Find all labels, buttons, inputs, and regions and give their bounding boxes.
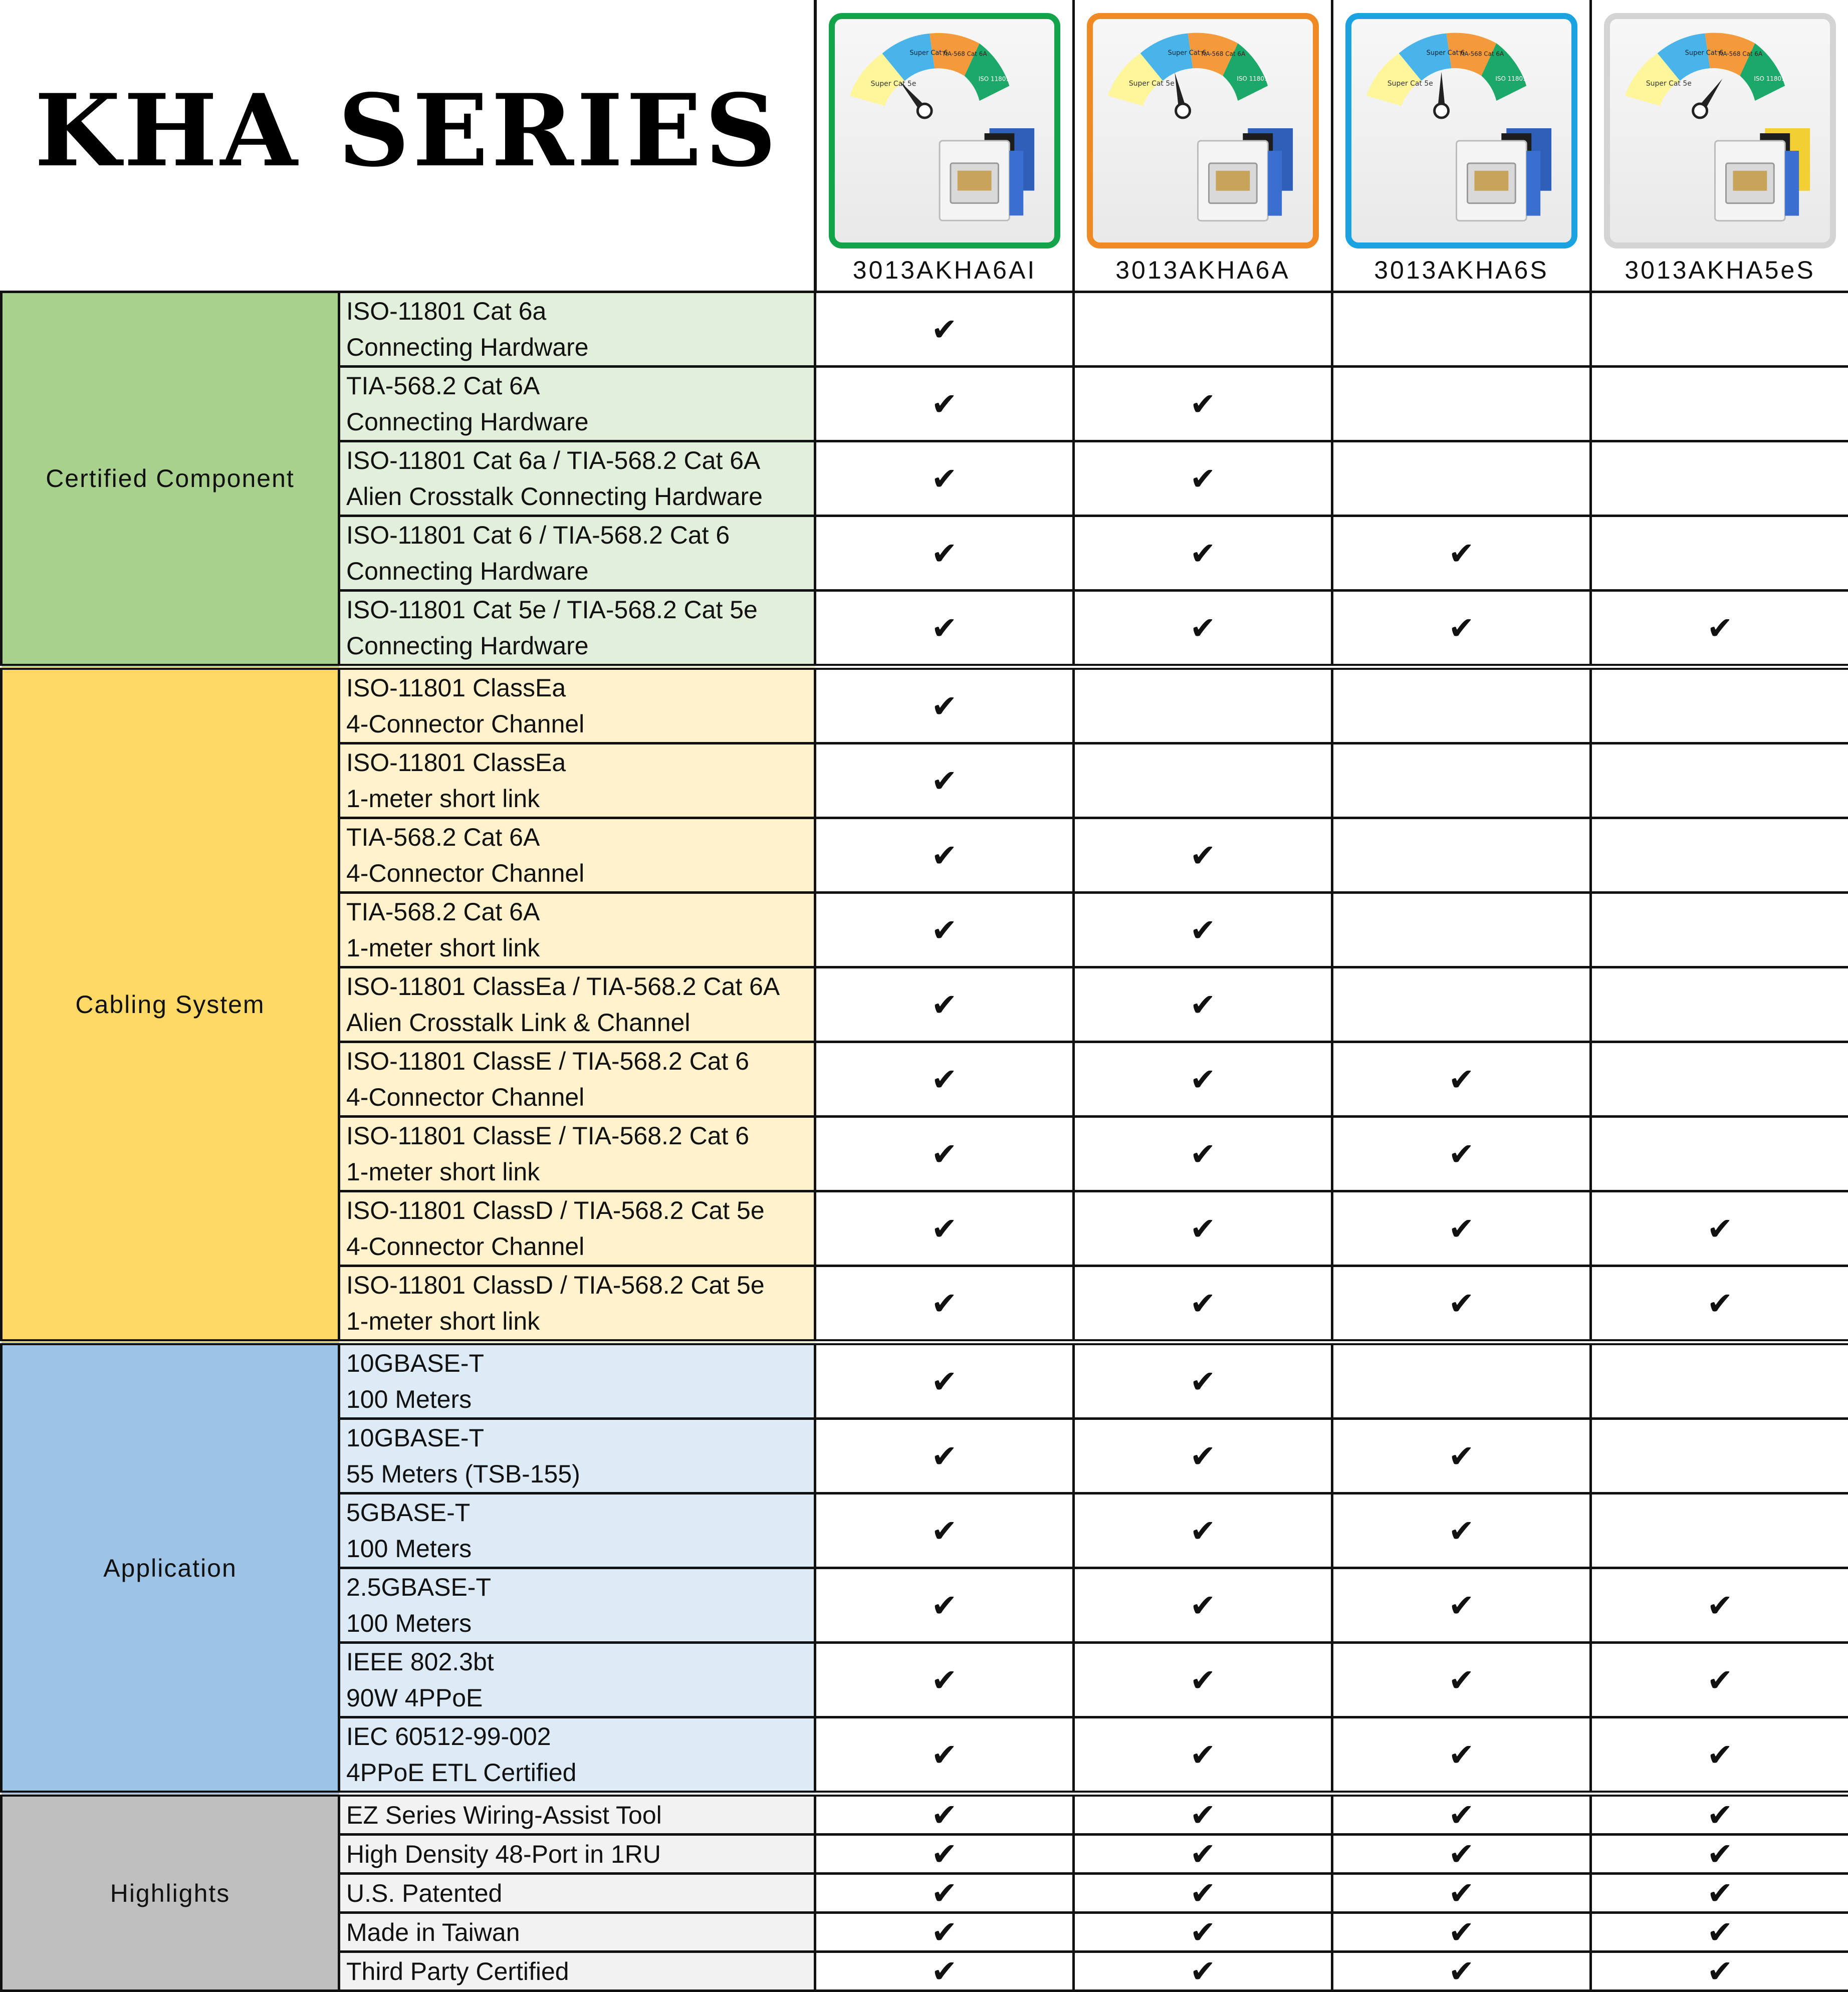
check-cell-3013AKHA5eS [1591,1042,1848,1117]
check-cell-3013AKHA5eS [1591,1342,1848,1419]
check-mark-icon: ✔ [932,763,958,799]
check-cell-3013AKHA5eS [1591,1266,1848,1343]
feature-cell [339,292,815,367]
feature-cell [339,1717,815,1794]
check-cell-3013AKHA6S [1332,1874,1591,1913]
gauge-label-iso: ISO 11801 [1495,75,1526,82]
gauge-label-tia: TIA-568 Cat 6A [1200,50,1246,57]
check-cell-3013AKHA6A [1074,1493,1332,1568]
check-mark-icon: ✔ [932,460,958,497]
check-cell-3013AKHA6A [1074,1042,1332,1117]
check-cell-3013AKHA6A [1074,1419,1332,1493]
feature-line-2: 90W 4PPoE [346,1680,814,1716]
check-cell-3013AKHA6A [1074,1266,1332,1343]
check-cell-3013AKHA6A [1074,1568,1332,1643]
check-cell-3013AKHA6S [1332,1117,1591,1191]
check-cell-3013AKHA5eS [1591,441,1848,516]
product-name: 3013AKHA6S [1333,256,1589,285]
feature-cell [339,667,815,743]
feature-cell [339,441,815,516]
gauge-label-s5e: Super Cat 5e [1388,80,1433,88]
check-cell-3013AKHA5eS [1591,1835,1848,1874]
feature-line-2: Connecting Hardware [346,404,814,440]
feature-line-2: Alien Crosstalk Link & Channel [346,1005,814,1041]
feature-line-1: ISO-11801 Cat 6a [346,293,814,329]
check-cell-3013AKHA6AI [815,1835,1074,1874]
feature-cell [339,743,815,818]
feature-cell [339,1643,815,1717]
check-mark-icon: ✔ [1449,1438,1475,1474]
check-mark-icon: ✔ [932,1136,958,1172]
product-header-2 [1072,0,1331,291]
check-cell-3013AKHA6S [1332,1042,1591,1117]
check-mark-icon: ✔ [932,535,958,572]
check-mark-icon: ✔ [1190,1736,1216,1773]
gauge-label-s6: Super Cat 6 [909,50,948,57]
check-cell-3013AKHA6AI [815,893,1074,967]
product-name: 3013AKHA6A [1075,256,1331,285]
feature-cell [339,1266,815,1343]
check-cell-3013AKHA5eS [1591,1643,1848,1717]
check-cell-3013AKHA6S [1332,292,1591,367]
check-cell-3013AKHA6A [1074,441,1332,516]
check-mark-icon: ✔ [1449,1797,1475,1833]
check-cell-3013AKHA6AI [815,1717,1074,1794]
check-cell-3013AKHA6S [1332,667,1591,743]
check-mark-icon: ✔ [932,1875,958,1911]
feature-line-2: 1-meter short link [346,1303,814,1339]
gauge-label-iso: ISO 11801 [1237,75,1268,82]
feature-cell [339,818,815,893]
check-mark-icon: ✔ [1449,1136,1475,1172]
check-mark-icon: ✔ [1190,1363,1216,1400]
check-mark-icon: ✔ [1449,1736,1475,1773]
check-cell-3013AKHA5eS [1591,743,1848,818]
check-cell-3013AKHA6A [1074,893,1332,967]
feature-cell [339,591,815,667]
check-cell-3013AKHA6A [1074,1835,1332,1874]
feature-cell [339,1191,815,1266]
product-header-3 [1331,0,1589,291]
product-header-1 [814,0,1072,291]
feature-line-1: ISO-11801 Cat 6 / TIA-568.2 Cat 6 [346,517,814,553]
feature-line-1: IEC 60512-99-002 [346,1718,814,1755]
comparison-table [0,291,1848,1992]
check-mark-icon: ✔ [1707,1914,1733,1950]
check-mark-icon: ✔ [1707,1210,1733,1247]
check-mark-icon: ✔ [1449,1285,1475,1322]
check-mark-icon: ✔ [1449,1662,1475,1698]
feature-line-2: 4-Connector Channel [346,1079,814,1115]
gauge-label-s5e: Super Cat 5e [1129,80,1175,88]
check-mark-icon: ✔ [1707,1953,1733,1989]
feature-line-1: ISO-11801 ClassD / TIA-568.2 Cat 5e [346,1192,814,1228]
check-cell-3013AKHA5eS [1591,1191,1848,1266]
series-title: KHA SERIES [35,72,780,189]
product-header-4 [1589,0,1848,291]
check-cell-3013AKHA6AI [815,1913,1074,1952]
check-cell-3013AKHA6AI [815,1874,1074,1913]
check-mark-icon: ✔ [932,688,958,724]
check-cell-3013AKHA5eS [1591,292,1848,367]
check-cell-3013AKHA5eS [1591,1913,1848,1952]
check-mark-icon: ✔ [1449,535,1475,572]
check-mark-icon: ✔ [1190,1210,1216,1247]
check-cell-3013AKHA6AI [815,1493,1074,1568]
gauge-label-s6: Super Cat 6 [1685,49,1724,57]
check-cell-3013AKHA6A [1074,967,1332,1042]
feature-line-2: 1-meter short link [346,781,814,817]
check-mark-icon: ✔ [932,837,958,874]
check-mark-icon: ✔ [1707,1736,1733,1773]
check-mark-icon: ✔ [932,1662,958,1698]
check-cell-3013AKHA5eS [1591,1493,1848,1568]
category-cell: Certified Component [2,292,339,667]
check-mark-icon: ✔ [932,1797,958,1833]
check-cell-3013AKHA5eS [1591,516,1848,591]
check-mark-icon: ✔ [1190,610,1216,646]
check-cell-3013AKHA6S [1332,1419,1591,1493]
check-mark-icon: ✔ [1707,1662,1733,1698]
check-mark-icon: ✔ [1449,1875,1475,1911]
check-mark-icon: ✔ [1449,1587,1475,1624]
check-cell-3013AKHA5eS [1591,1568,1848,1643]
feature-line-2: 100 Meters [346,1605,814,1641]
check-mark-icon: ✔ [1190,912,1216,948]
check-cell-3013AKHA6A [1074,1874,1332,1913]
check-mark-icon: ✔ [1190,1513,1216,1549]
check-mark-icon: ✔ [1449,1210,1475,1247]
gauge-label-s6: Super Cat 6 [1427,49,1465,57]
check-mark-icon: ✔ [932,1061,958,1098]
gauge-label-tia: TIA-568 Cat 6A [1459,50,1505,57]
check-cell-3013AKHA5eS [1591,1117,1848,1191]
feature-line-2: 4PPoE ETL Certified [346,1755,814,1791]
check-mark-icon: ✔ [1190,1285,1216,1322]
feature-cell [339,1913,815,1952]
check-mark-icon: ✔ [932,1836,958,1872]
feature-line-1: ISO-11801 ClassEa / TIA-568.2 Cat 6A [346,968,814,1005]
check-cell-3013AKHA6S [1332,743,1591,818]
check-cell-3013AKHA6A [1074,743,1332,818]
feature-cell [339,1042,815,1117]
check-cell-3013AKHA6A [1074,818,1332,893]
check-cell-3013AKHA5eS [1591,818,1848,893]
check-cell-3013AKHA6A [1074,1191,1332,1266]
feature-line-1: ISO-11801 ClassE / TIA-568.2 Cat 6 [346,1118,814,1154]
check-mark-icon: ✔ [1190,837,1216,874]
check-mark-icon: ✔ [1449,1061,1475,1098]
check-mark-icon: ✔ [1190,1136,1216,1172]
check-mark-icon: ✔ [1707,1285,1733,1322]
check-cell-3013AKHA6AI [815,1952,1074,1991]
check-cell-3013AKHA6AI [815,591,1074,667]
check-cell-3013AKHA6S [1332,367,1591,441]
check-cell-3013AKHA6A [1074,667,1332,743]
check-cell-3013AKHA6AI [815,1042,1074,1117]
check-mark-icon: ✔ [1190,986,1216,1023]
check-mark-icon: ✔ [932,1587,958,1624]
check-cell-3013AKHA5eS [1591,1794,1848,1835]
check-cell-3013AKHA5eS [1591,1952,1848,1991]
check-cell-3013AKHA6A [1074,1794,1332,1835]
check-cell-3013AKHA6AI [815,441,1074,516]
gauge-label-iso: ISO 11801 [979,75,1010,82]
check-cell-3013AKHA6AI [815,367,1074,441]
check-mark-icon: ✔ [932,1736,958,1773]
product-image-card [1604,13,1836,248]
check-cell-3013AKHA6S [1332,1952,1591,1991]
feature-line-1: 2.5GBASE-T [346,1569,814,1605]
table-row [2,292,1848,367]
check-mark-icon: ✔ [932,1953,958,1989]
feature-line-1: Third Party Certified [346,1953,814,1989]
check-cell-3013AKHA5eS [1591,367,1848,441]
feature-cell [339,1794,815,1835]
feature-line-1: Made in Taiwan [346,1914,814,1950]
check-cell-3013AKHA6AI [815,292,1074,367]
check-cell-3013AKHA6A [1074,516,1332,591]
check-cell-3013AKHA6S [1332,1493,1591,1568]
gauge-label-s5e: Super Cat 5e [871,80,916,88]
feature-line-1: High Density 48-Port in 1RU [346,1836,814,1872]
feature-cell [339,1835,815,1874]
check-cell-3013AKHA6A [1074,1117,1332,1191]
check-mark-icon: ✔ [1449,1836,1475,1872]
feature-line-1: ISO-11801 ClassEa [346,744,814,781]
check-mark-icon: ✔ [1449,1953,1475,1989]
feature-line-2: 100 Meters [346,1531,814,1567]
check-cell-3013AKHA6AI [815,1191,1074,1266]
check-mark-icon: ✔ [1190,1914,1216,1950]
check-cell-3013AKHA6AI [815,967,1074,1042]
check-cell-3013AKHA6AI [815,1794,1074,1835]
table-row [2,667,1848,743]
feature-line-2: 4-Connector Channel [346,706,814,742]
check-mark-icon: ✔ [1190,1836,1216,1872]
check-cell-3013AKHA6A [1074,1643,1332,1717]
feature-cell [339,1568,815,1643]
check-cell-3013AKHA5eS [1591,967,1848,1042]
check-mark-icon: ✔ [1707,1836,1733,1872]
feature-cell [339,1419,815,1493]
feature-cell [339,516,815,591]
check-cell-3013AKHA6S [1332,1643,1591,1717]
check-cell-3013AKHA6S [1332,591,1591,667]
check-cell-3013AKHA6S [1332,1191,1591,1266]
check-cell-3013AKHA6S [1332,441,1591,516]
check-cell-3013AKHA6A [1074,1717,1332,1794]
check-cell-3013AKHA6A [1074,1913,1332,1952]
check-cell-3013AKHA6S [1332,893,1591,967]
check-cell-3013AKHA5eS [1591,1419,1848,1493]
check-mark-icon: ✔ [1190,1953,1216,1989]
check-cell-3013AKHA6AI [815,667,1074,743]
check-cell-3013AKHA5eS [1591,591,1848,667]
feature-line-1: ISO-11801 ClassE / TIA-568.2 Cat 6 [346,1043,814,1079]
jack-gauge-illustration [1351,19,1571,242]
check-cell-3013AKHA6S [1332,1568,1591,1643]
gauge-label-tia: TIA-568 Cat 6A [942,51,987,58]
check-mark-icon: ✔ [932,1363,958,1400]
table-row [2,1342,1848,1419]
feature-line-1: ISO-11801 Cat 5e / TIA-568.2 Cat 5e [346,592,814,628]
check-cell-3013AKHA6S [1332,1835,1591,1874]
category-cell: Cabling System [2,667,339,1342]
check-mark-icon: ✔ [1190,1797,1216,1833]
check-cell-3013AKHA6S [1332,1794,1591,1835]
check-cell-3013AKHA6S [1332,516,1591,591]
feature-cell [339,367,815,441]
check-cell-3013AKHA6AI [815,1643,1074,1717]
check-mark-icon: ✔ [932,986,958,1023]
product-image-card [1345,13,1577,248]
check-mark-icon: ✔ [932,1438,958,1474]
feature-line-2: Alien Crosstalk Connecting Hardware [346,478,814,515]
check-cell-3013AKHA6S [1332,1913,1591,1952]
feature-line-1: TIA-568.2 Cat 6A [346,894,814,930]
feature-line-2: 55 Meters (TSB-155) [346,1456,814,1492]
feature-line-1: ISO-11801 ClassEa [346,670,814,706]
feature-cell [339,893,815,967]
check-cell-3013AKHA5eS [1591,893,1848,967]
gauge-label-s5e: Super Cat 5e [1646,80,1692,88]
check-cell-3013AKHA6S [1332,818,1591,893]
check-cell-3013AKHA6AI [815,1419,1074,1493]
feature-line-2: Connecting Hardware [346,553,814,589]
feature-line-2: 100 Meters [346,1381,814,1417]
check-mark-icon: ✔ [1707,1587,1733,1624]
check-cell-3013AKHA6A [1074,1342,1332,1419]
feature-line-1: 10GBASE-T [346,1345,814,1381]
check-cell-3013AKHA6AI [815,818,1074,893]
feature-line-1: ISO-11801 Cat 6a / TIA-568.2 Cat 6A [346,442,814,478]
feature-cell [339,1952,815,1991]
check-cell-3013AKHA6AI [815,1568,1074,1643]
check-cell-3013AKHA6S [1332,967,1591,1042]
check-cell-3013AKHA6S [1332,1342,1591,1419]
product-name: 3013AKHA5eS [1592,256,1848,285]
check-cell-3013AKHA6S [1332,1266,1591,1343]
check-cell-3013AKHA6A [1074,367,1332,441]
check-mark-icon: ✔ [1449,1513,1475,1549]
check-mark-icon: ✔ [932,1914,958,1950]
check-mark-icon: ✔ [1190,1875,1216,1911]
check-mark-icon: ✔ [1190,1438,1216,1474]
feature-line-1: EZ Series Wiring-Assist Tool [346,1797,814,1833]
check-mark-icon: ✔ [1707,1797,1733,1833]
product-image-card [829,13,1060,248]
check-cell-3013AKHA6A [1074,292,1332,367]
product-name: 3013AKHA6AI [817,256,1072,285]
gauge-label-s6: Super Cat 6 [1168,49,1207,57]
check-mark-icon: ✔ [1190,1587,1216,1624]
check-mark-icon: ✔ [1190,535,1216,572]
jack-gauge-illustration [1093,19,1313,242]
category-cell: Application [2,1342,339,1794]
feature-line-2: 4-Connector Channel [346,1228,814,1265]
check-mark-icon: ✔ [1707,1875,1733,1911]
check-cell-3013AKHA5eS [1591,1874,1848,1913]
feature-line-2: 4-Connector Channel [346,855,814,891]
check-mark-icon: ✔ [932,912,958,948]
feature-line-1: IEEE 802.3bt [346,1644,814,1680]
gauge-label-tia: TIA-568 Cat 6A [1717,50,1763,57]
product-image-card [1087,13,1319,248]
feature-line-1: ISO-11801 ClassD / TIA-568.2 Cat 5e [346,1267,814,1303]
feature-line-1: TIA-568.2 Cat 6A [346,368,814,404]
check-cell-3013AKHA6AI [815,1266,1074,1343]
check-mark-icon: ✔ [1449,1914,1475,1950]
check-mark-icon: ✔ [1449,610,1475,646]
feature-cell [339,1117,815,1191]
feature-line-1: U.S. Patented [346,1875,814,1911]
check-mark-icon: ✔ [932,610,958,646]
feature-cell [339,967,815,1042]
check-cell-3013AKHA5eS [1591,1717,1848,1794]
feature-line-1: TIA-568.2 Cat 6A [346,819,814,855]
check-mark-icon: ✔ [932,1210,958,1247]
table-row [2,1794,1848,1835]
jack-gauge-illustration [835,19,1054,242]
check-mark-icon: ✔ [1190,1061,1216,1098]
jack-gauge-illustration [1610,19,1830,242]
check-mark-icon: ✔ [1190,1662,1216,1698]
check-mark-icon: ✔ [932,386,958,422]
check-cell-3013AKHA6A [1074,591,1332,667]
feature-line-1: 5GBASE-T [346,1495,814,1531]
series-title-block [0,0,814,291]
feature-cell [339,1493,815,1568]
check-mark-icon: ✔ [932,1285,958,1322]
check-cell-3013AKHA6AI [815,1117,1074,1191]
check-mark-icon: ✔ [1190,460,1216,497]
check-cell-3013AKHA6AI [815,743,1074,818]
feature-line-2: 1-meter short link [346,1154,814,1190]
check-mark-icon: ✔ [1190,386,1216,422]
check-cell-3013AKHA6S [1332,1717,1591,1794]
check-mark-icon: ✔ [1707,610,1733,646]
feature-cell [339,1342,815,1419]
feature-line-1: 10GBASE-T [346,1420,814,1456]
category-cell: Highlights [2,1794,339,1991]
check-mark-icon: ✔ [932,1513,958,1549]
check-cell-3013AKHA6A [1074,1952,1332,1991]
feature-cell [339,1874,815,1913]
feature-line-2: Connecting Hardware [346,329,814,365]
check-mark-icon: ✔ [932,311,958,348]
gauge-label-iso: ISO 11801 [1754,75,1785,82]
check-cell-3013AKHA6AI [815,1342,1074,1419]
feature-line-2: Connecting Hardware [346,628,814,664]
check-cell-3013AKHA5eS [1591,667,1848,743]
check-cell-3013AKHA6AI [815,516,1074,591]
feature-line-2: 1-meter short link [346,930,814,966]
